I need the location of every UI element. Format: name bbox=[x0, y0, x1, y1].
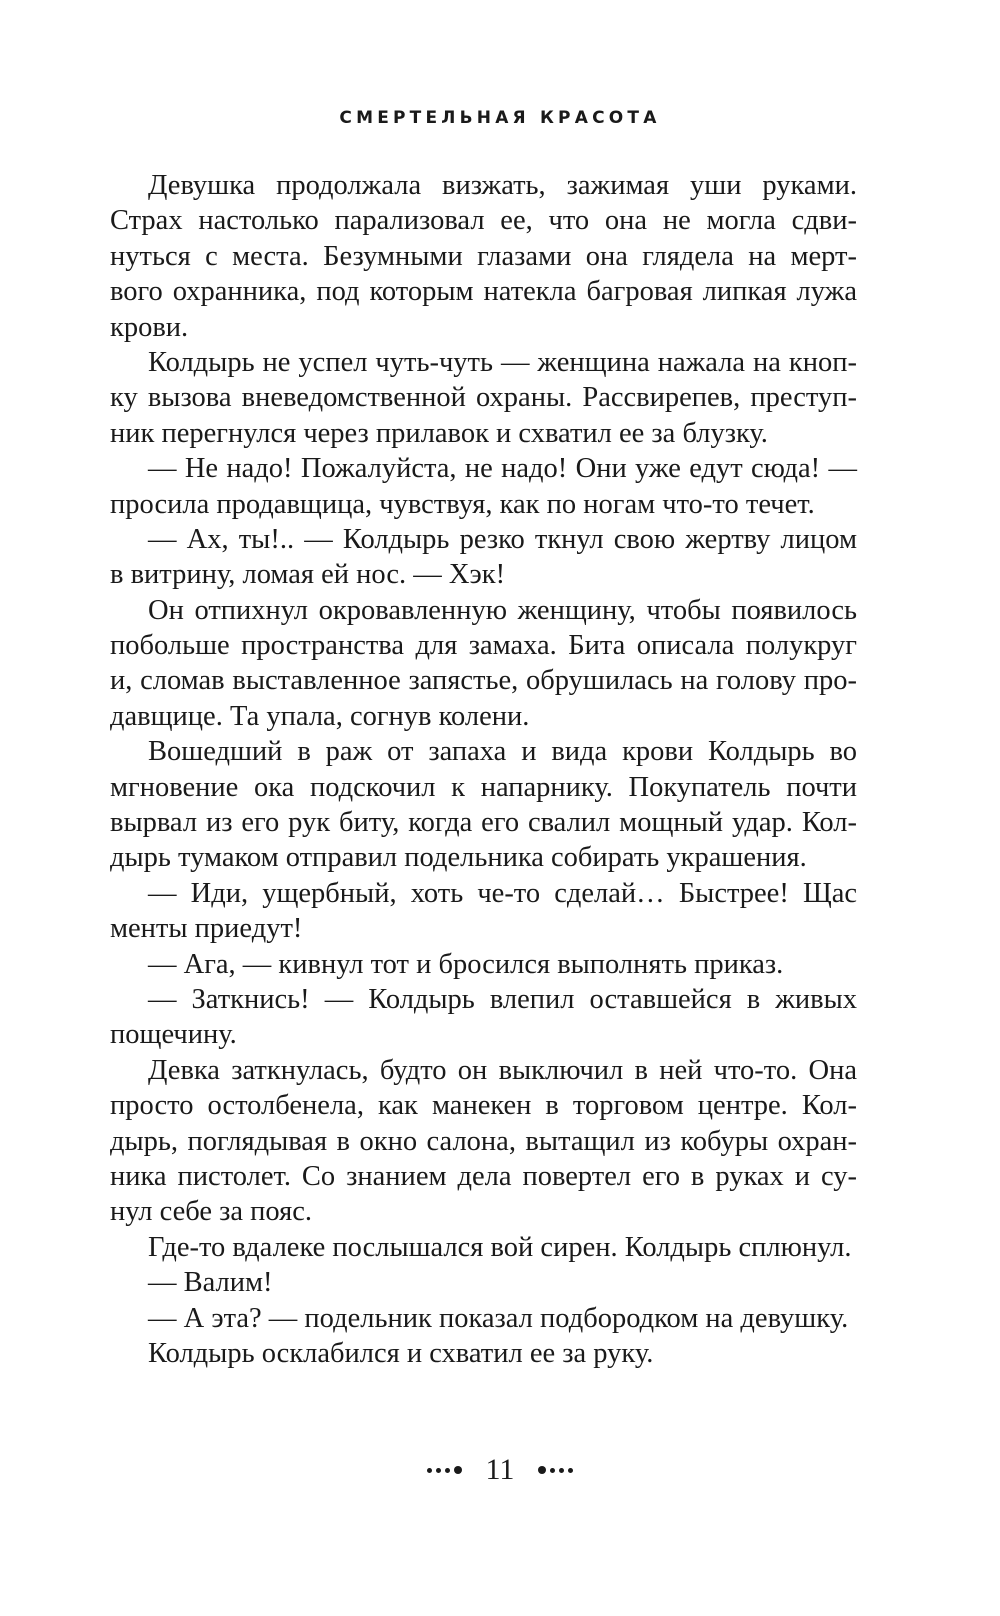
running-head: СМЕРТЕЛЬНАЯ КРАСОТА bbox=[339, 108, 661, 128]
text-line: — Ага, — кивнул тот и бросился выполнять приказ. bbox=[148, 948, 784, 980]
text-line: вырвал из его рук биту, когда его свалил мощный удар. Кол- bbox=[110, 807, 857, 839]
text-line: — Не надо! Пожалуйста, не надо! Они уже едут сюда! — bbox=[148, 453, 857, 485]
folio-ornament-right bbox=[536, 1448, 575, 1488]
text-line: ника пистолет. Со знанием дела повертел его в руках и су- bbox=[110, 1160, 857, 1192]
page-number: 11 bbox=[485, 1453, 515, 1486]
text-line: Он отпихнул окровавленную женщину, чтобы появилось bbox=[148, 594, 857, 626]
text-line: и, сломав выставленное запястье, обрушилась на голову про- bbox=[110, 665, 857, 697]
text-line: вого охранника, под которым натекла багровая липкая лужа bbox=[110, 276, 857, 308]
text-line: — Ах, ты!.. — Колдырь резко ткнул свою жертву лицом bbox=[148, 523, 857, 555]
text-line: ку вызова вневедомственной охраны. Рассвирепев, преступ- bbox=[110, 382, 857, 414]
text-line: мгновение ока подскочил к напарнику. Покупатель почти bbox=[110, 771, 857, 803]
body-text bbox=[110, 168, 857, 1371]
text-line: нул себе за пояс. bbox=[110, 1196, 313, 1228]
text-line: — Валим! bbox=[148, 1267, 273, 1299]
text-line: дырь тумаком отправил подельника собирать украшения. bbox=[110, 842, 807, 874]
text-line: менты приедут! bbox=[110, 913, 303, 945]
text-line: Девка заткнулась, будто он выключил в ней что-то. Она bbox=[148, 1054, 857, 1086]
text-line: дырь, поглядывая в окно салона, вытащил из кобуры охран- bbox=[110, 1125, 857, 1157]
text-line: Девушка продолжала визжать, зажимая уши руками. bbox=[148, 170, 857, 201]
text-line: — Иди, ущербный, хоть че-то сделай… Быстрее! Щас bbox=[148, 877, 857, 909]
text-line: в витрину, ломая ей нос. — Хэк! bbox=[110, 559, 506, 591]
text-line: Колдырь не успел чуть-чуть — женщина нажала на кноп- bbox=[148, 346, 857, 378]
text-line: Вошедший в раж от запаха и вида крови Колдырь во bbox=[148, 736, 857, 768]
text-line: нуться с места. Безумными глазами она глядела на мерт- bbox=[110, 240, 857, 272]
folio-ornament-left bbox=[425, 1448, 464, 1488]
page-folio bbox=[0, 1450, 1000, 1492]
text-line: пощечину. bbox=[110, 1019, 237, 1051]
text-line: ник перегнулся через прилавок и схватил ее за блузку. bbox=[110, 417, 768, 449]
text-line: — Заткнись! — Колдырь влепил оставшейся в живых bbox=[148, 983, 857, 1015]
text-line: просила продавщица, чувствуя, как по ногам что-то течет. bbox=[110, 488, 815, 520]
text-line: давщице. Та упала, согнув колени. bbox=[110, 700, 530, 732]
text-line: просто остолбенела, как манекен в торговом центре. Кол- bbox=[110, 1090, 857, 1122]
text-line: побольше пространства для замаха. Бита описала полукруг bbox=[110, 630, 857, 662]
text-line: — А эта? — подельник показал подбородком на девушку. bbox=[148, 1302, 849, 1334]
text-line: крови. bbox=[110, 311, 189, 343]
text-line: Где-то вдалеке послышался вой сирен. Колдырь сплюнул. bbox=[148, 1231, 852, 1263]
text-line: Страх настолько парализовал ее, что она не могла сдви- bbox=[110, 205, 857, 237]
text-line: Колдырь осклабился и схватил ее за руку. bbox=[148, 1337, 654, 1369]
